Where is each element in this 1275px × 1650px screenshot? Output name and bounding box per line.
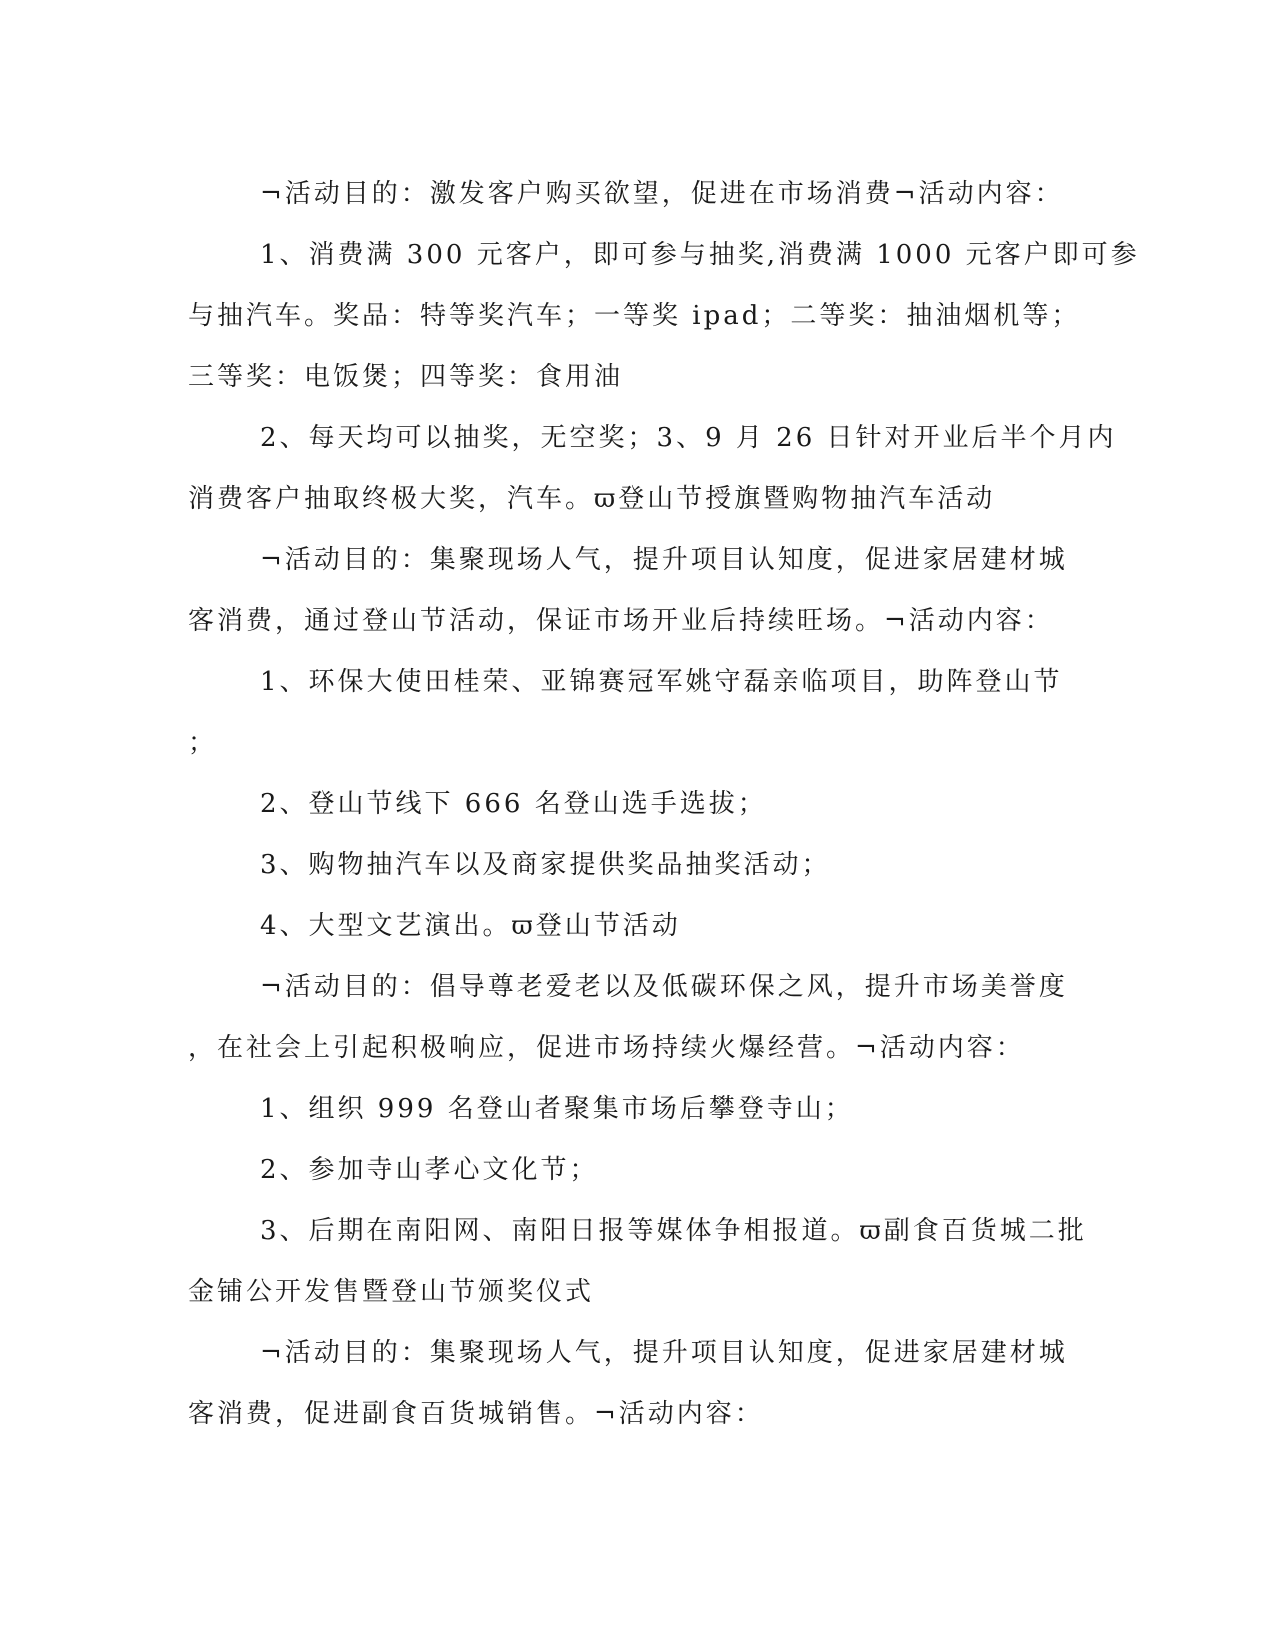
text-line: ¬活动目的：集聚现场人气，提升项目认知度，促进家居建材城 <box>260 1338 1068 1368</box>
text-line: 1、环保大使田桂荣、亚锦赛冠军姚守磊亲临项目，助阵登山节 <box>260 667 1063 697</box>
document-body <box>188 164 1140 1445</box>
text-line: 与抽汽车。奖品：特等奖汽车；一等奖 ipad；二等奖：抽油烟机等； <box>188 301 1081 331</box>
text-line: 消费客户抽取终极大奖，汽车。ϖ登山节授旗暨购物抽汽车活动 <box>188 484 996 514</box>
text-line: 1、消费满 300 元客户，即可参与抽奖,消费满 1000 元客户即可参 <box>260 240 1140 270</box>
text-line: 金铺公开发售暨登山节颁奖仪式 <box>188 1277 595 1307</box>
text-line: 客消费，促进副食百货城销售。¬活动内容： <box>188 1399 764 1429</box>
text-line: 2、每天均可以抽奖，无空奖；3、9 月 26 日针对开业后半个月内 <box>260 423 1117 453</box>
text-line: 2、参加寺山孝心文化节； <box>260 1155 599 1185</box>
text-line: 3、后期在南阳网、南阳日报等媒体争相报道。ϖ副食百货城二批 <box>260 1216 1087 1246</box>
text-line: 4、大型文艺演出。ϖ登山节活动 <box>260 911 681 941</box>
text-line: ，在社会上引起积极响应，促进市场持续火爆经营。¬活动内容： <box>188 1033 1025 1063</box>
text-line: 客消费，通过登山节活动，保证市场开业后持续旺场。¬活动内容： <box>188 606 1054 636</box>
text-line: 3、购物抽汽车以及商家提供奖品抽奖活动； <box>260 850 831 880</box>
text-line: ¬活动目的：集聚现场人气，提升项目认知度，促进家居建材城 <box>260 545 1068 575</box>
text-line: 三等奖：电饭煲；四等奖：食用油 <box>188 362 624 392</box>
text-line: 1、组织 999 名登山者聚集市场后攀登寺山； <box>260 1094 854 1124</box>
text-line: ； <box>188 728 218 758</box>
text-line: ¬活动目的：倡导尊老爱老以及低碳环保之风，提升市场美誉度 <box>260 972 1068 1002</box>
text-line: 2、登山节线下 666 名登山选手选拔； <box>260 789 767 819</box>
text-line: ¬活动目的：激发客户购买欲望，促进在市场消费¬活动内容： <box>260 179 1064 209</box>
